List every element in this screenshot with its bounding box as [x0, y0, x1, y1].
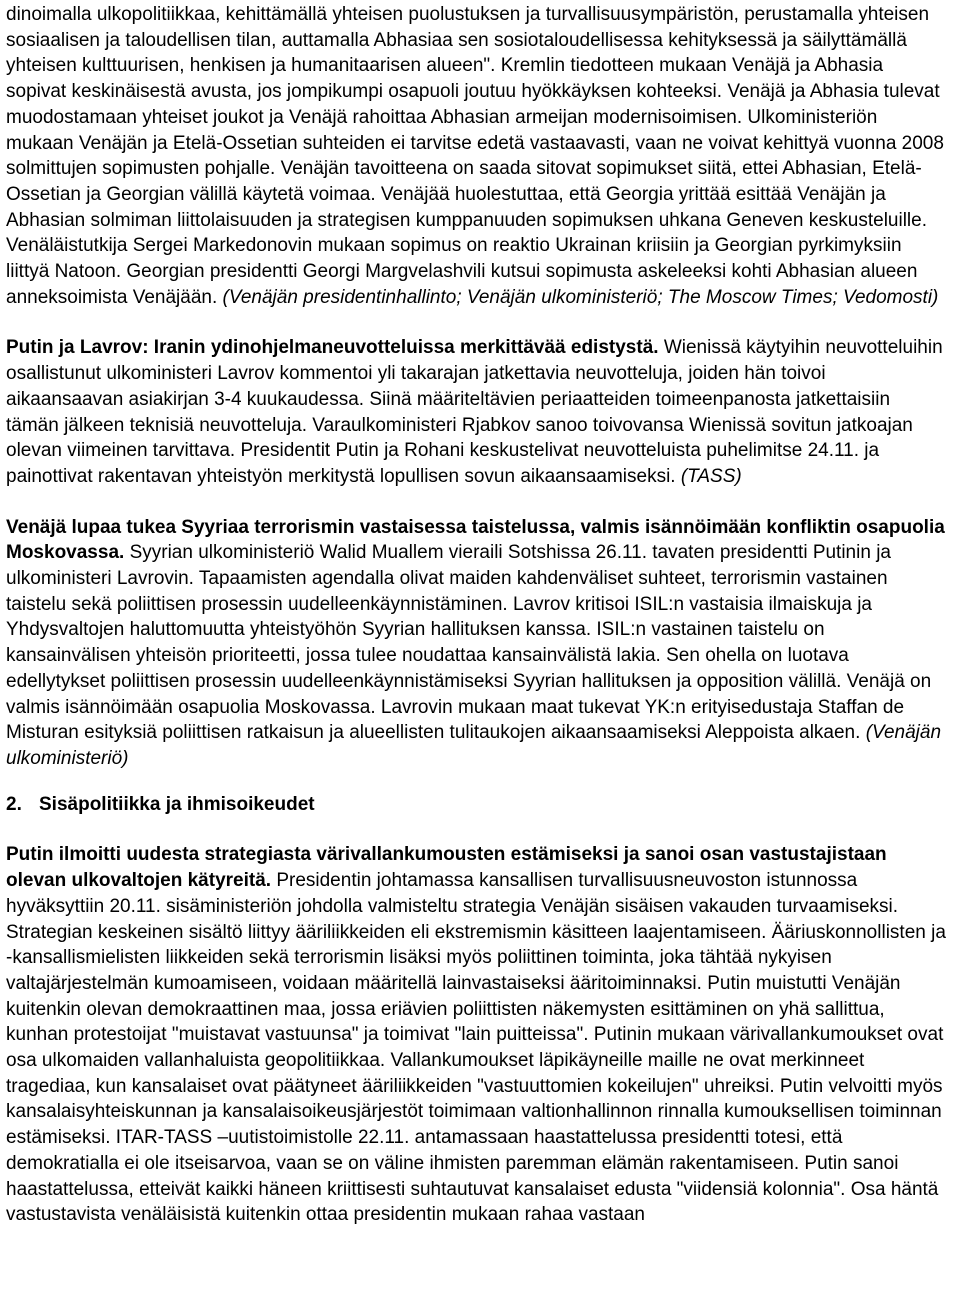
- article-iran-headline: Putin ja Lavrov: Iranin ydinohjelmaneuvotteluissa merkittävää edistystä.: [6, 337, 659, 359]
- article-strategy-body: Presidentin johtamassa kansallisen turvallisuusneuvoston istunnossa hyväksyttiin 20.11. sisäministeriön johdolla valmisteltu strategia Venäjän sisäisen vakauden turvaamiseksi. Strategian keskeinen sisältö liittyy ääriliikkeiden eli ekstremismin käsitteen laajentamiseen. Ääriuskonnollisten ja -kansallismielisten liikkeiden sekä terrorismin lisäksi myös poliittinen toiminta, joka tähtää nykyisen valtajärjestelmän kumoamiseen, voidaan määritellä lainvastaiseksi ääritoiminnaksi. Putin muistutti Venäjän kuitenkin olevan demokraattinen maa, jossa eriävien poliittisten näkemysten esittäminen on yhä sallittua, kunhan protestoijat "muistavat vastuunsa" ja toimivat "lain puitteissa". Putinin mukaan värivallankumoukset ovat osa ulkomaiden vallanhaluista geopolitiikkaa. Vallankumoukset läpikäyneille maille ne ovat merkinneet tragediaa, kun kansalaiset ovat päätyneet ääriliikkeiden "vastuuttomien kokeilujen" uhreiksi. Putin velvoitti myös kansalaisyhteiskunnan ja kansalaisoikeusjärjestöt toimimaan valtionhallinnon rinnalla kumouksellisen toiminnan estämiseksi. ITAR-TASS –uutistoimistolle 22.11. antamassaan haastattelussa presidentti totesi, että demokratialla ei ole itseisarvoa, vaan se on väline ihmisten paremman elämän rakentamiseen. Putin sanoi haastattelussa, etteivät kaikki häneen kriittisesti suhtautuvat kansalaiset edusta "viidensiä kolonnia". Osa häntä vastustavista venäläisistä kuitenkin ottaa presidentin mukaan rahaa vastaan: [6, 870, 946, 1226]
- article-strategy: [6, 842, 946, 1228]
- article-iran-body: Wienissä käytyihin neuvotteluihin osallistunut ulkoministeri Lavrov kommentoi yli takarajan jatkettavia neuvotteluja, joiden hän toivoi aikaansaavan asiakirjan 3-4 kuukaudessa. Siinä määriteltävien periaatteiden toimeenpanosta jatkettaisiin tämän jälkeen teknisiä neuvotteluja. Varaulkoministeri Rjabkov sanoo toivovansa Wienissä sovitun jatkoajan olevan viimeinen tarvittava. Presidentit Putin ja Rohani keskustelivat neuvotteluista puhelimitse 24.11. ja painottivat rakentavan yhteistyön merkitystä lopullisen sovun aikaansaamiseksi.: [6, 337, 943, 487]
- article-syria: [6, 515, 946, 772]
- section-number: 2.: [6, 793, 22, 815]
- article-syria-source: (Venäjän ulkoministeriö): [6, 722, 942, 769]
- intro-source: (Venäjän presidentinhallinto; Venäjän ulkoministeriö; The Moscow Times; Vedomosti): [222, 286, 939, 308]
- article-iran-source: (TASS): [680, 465, 742, 487]
- intro-paragraph: [6, 2, 946, 310]
- article-iran: [6, 335, 946, 489]
- article-syria-body: Syyrian ulkoministeriö Walid Muallem vieraili Sotshissa 26.11. tavaten presidentti Putinin ja ulkoministeri Lavrovin. Tapaamisten agendalla olivat maiden kahdenväliset suhteet, terrorismin vastainen taistelu sekä poliittisen prosessin uudelleenkäynnistäminen. Lavrov kritisoi ISIL:n vastaisia ilmaiskuja ja Yhdysvaltojen haluttomuutta yhteistyöhön Syyrian hallituksen kanssa. ISIL:n vastainen taistelu on kansainvälisen yhteisön prioriteetti, jossa tulee noudattaa kansainvälistä lakia. Sen ohella on luotava edellytykset poliittisen prosessin uudelleenkäynnistämiseksi Syyrian hallituksen ja opposition välillä. Venäjä on valmis isännöimään osapuolia Moskovassa. Lavrovin mukaan maat tukevat YK:n erityisedustaja Staffan de Misturan esityksiä poliittisen ratkaisun ja alueellisten tulitaukojen aikaansaamiseksi Aleppoista alkaen.: [6, 542, 932, 744]
- article-syria-headline: Venäjä lupaa tukea Syyriaa terrorismin vastaisessa taistelussa, valmis isännöimään konfliktin osapuolia Moskovassa.: [6, 516, 945, 564]
- article-strategy-headline: Putin ilmoitti uudesta strategiasta värivallankumousten estämiseksi ja sanoi osan vastustajistaan olevan ulkovaltojen kätyreitä.: [6, 844, 887, 892]
- section-heading: [6, 792, 946, 818]
- intro-text: dinoimalla ulkopolitiikkaa, kehittämällä yhteisen puolustuksen ja turvallisuusympäristön, perustamalla yhteisen sosiaalisen ja taloudellisen tilan, auttamalla Abhasiaa sen sosiotaloudellisessa kehityksessä ja säilyttämällä yhteisen kulttuurisen, henkisen ja humanitaarisen alueen". Kremlin tiedotteen mukaan Venäjä ja Abhasia sopivat keskinäisestä avusta, jos jompikumpi osapuoli joutuu hyökkäyksen kohteeksi. Venäjä ja Abhasia tulevat muodostamaan yhteiset joukot ja Venäjä rahoittaa Abhasian armeijan modernisoimisen. Ulkoministeriön mukaan Venäjän ja Etelä-Ossetian suhteiden ei tarvitse edetä vastaavasti, vaan ne voivat kehittyä vuonna 2008 solmittujen sopimusten pohjalle. Venäjän tavoitteena on saada sitovat sopimukset siitä, ettei Abhasian, Etelä-Ossetian ja Georgian välillä käytetä voimaa. Venäjää huolestuttaa, että Georgia yrittää esittää Venäjän ja Abhasian solmiman liittolaisuuden ja strategisen kumppanuuden sopimuksen uhkana Geneven keskusteluille. Venäläistutkija Sergei Markedonovin mukaan sopimus on reaktio Ukrainan kriisiin ja Georgian pyrkimyksiin liittyä Natoon. Georgian presidentti Georgi Margvelashvili kutsui sopimusta askeleeksi kohti Abhasian alueen anneksoimista Venäjään.: [6, 4, 944, 308]
- section-title: Sisäpolitiikka ja ihmisoikeudet: [39, 793, 315, 815]
